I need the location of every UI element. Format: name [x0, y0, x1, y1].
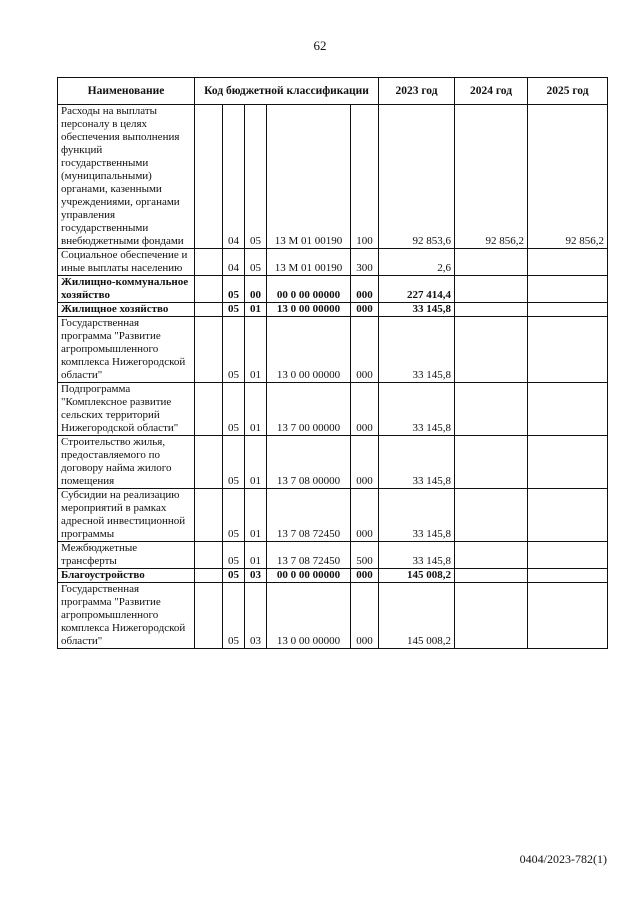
code-section	[195, 249, 223, 276]
document-code: 0404/2023-782(1)	[519, 852, 607, 866]
amount-2024	[455, 276, 528, 303]
code-chapter: 05	[223, 276, 245, 303]
amount-2025	[528, 583, 608, 649]
code-subsection: 01	[245, 317, 267, 383]
header-name: Наименование	[58, 78, 195, 105]
code-section	[195, 542, 223, 569]
code-subsection: 00	[245, 276, 267, 303]
code-chapter: 05	[223, 383, 245, 436]
amount-2023: 33 145,8	[379, 489, 455, 542]
amount-2024	[455, 489, 528, 542]
amount-2025	[528, 489, 608, 542]
code-subsection: 05	[245, 105, 267, 249]
amount-2025	[528, 317, 608, 383]
amount-2025	[528, 383, 608, 436]
code-subsection: 03	[245, 569, 267, 583]
code-expense-type: 300	[351, 249, 379, 276]
amount-2023: 33 145,8	[379, 317, 455, 383]
amount-2023: 33 145,8	[379, 542, 455, 569]
amount-2025	[528, 303, 608, 317]
row-name: Государственная программа "Развитие агропромышленного комплекса Нижегородской области"	[58, 583, 195, 649]
header-2024: 2024 год	[455, 78, 528, 105]
row-name: Социальное обеспечение и иные выплаты населению	[58, 249, 195, 276]
amount-2023: 33 145,8	[379, 436, 455, 489]
amount-2024	[455, 436, 528, 489]
code-target-article: 13 0 00 00000	[267, 583, 351, 649]
code-section	[195, 383, 223, 436]
table-header-row	[58, 78, 608, 105]
code-target-article: 13 М 01 00190	[267, 105, 351, 249]
code-subsection: 01	[245, 436, 267, 489]
table-row	[58, 303, 608, 317]
amount-2024	[455, 317, 528, 383]
code-target-article: 13 7 00 00000	[267, 383, 351, 436]
code-expense-type: 500	[351, 542, 379, 569]
header-2025: 2025 год	[528, 78, 608, 105]
code-expense-type: 000	[351, 383, 379, 436]
amount-2025: 92 856,2	[528, 105, 608, 249]
table-row	[58, 276, 608, 303]
row-name: Расходы на выплаты персоналу в целях обеспечения выполнения функций государственными (муниципальными) органами, казенными учреждениями, органами управления государственными внебюджетными фондами	[58, 105, 195, 249]
amount-2025	[528, 436, 608, 489]
code-subsection: 01	[245, 489, 267, 542]
amount-2024	[455, 303, 528, 317]
header-code: Код бюджетной классификации	[195, 78, 379, 105]
amount-2023: 2,6	[379, 249, 455, 276]
row-name: Строительство жилья, предоставляемого по договору найма жилого помещения	[58, 436, 195, 489]
code-chapter: 04	[223, 105, 245, 249]
table-row	[58, 489, 608, 542]
table-row	[58, 383, 608, 436]
code-expense-type: 000	[351, 276, 379, 303]
amount-2024: 92 856,2	[455, 105, 528, 249]
code-target-article: 13 0 00 00000	[267, 303, 351, 317]
row-name: Жилищно-коммунальное хозяйство	[58, 276, 195, 303]
row-name: Подпрограмма "Комплексное развитие сельских территорий Нижегородской области"	[58, 383, 195, 436]
code-subsection: 05	[245, 249, 267, 276]
amount-2023: 33 145,8	[379, 383, 455, 436]
page-number: 62	[313, 38, 327, 53]
code-target-article: 13 0 00 00000	[267, 317, 351, 383]
code-target-article: 13 7 08 00000	[267, 436, 351, 489]
code-expense-type: 000	[351, 489, 379, 542]
amount-2023: 227 414,4	[379, 276, 455, 303]
code-section	[195, 303, 223, 317]
table-row	[58, 105, 608, 249]
row-name: Субсидии на реализацию мероприятий в рамках адресной инвестиционной программы	[58, 489, 195, 542]
code-expense-type: 000	[351, 303, 379, 317]
amount-2023: 145 008,2	[379, 569, 455, 583]
row-name: Межбюджетные трансферты	[58, 542, 195, 569]
code-subsection: 03	[245, 583, 267, 649]
table-row	[58, 436, 608, 489]
amount-2023: 33 145,8	[379, 303, 455, 317]
amount-2024	[455, 249, 528, 276]
amount-2025	[528, 276, 608, 303]
amount-2024	[455, 542, 528, 569]
table-row	[58, 583, 608, 649]
amount-2025	[528, 249, 608, 276]
row-name: Государственная программа "Развитие агропромышленного комплекса Нижегородской области"	[58, 317, 195, 383]
amount-2023: 145 008,2	[379, 583, 455, 649]
code-chapter: 04	[223, 249, 245, 276]
code-chapter: 05	[223, 436, 245, 489]
code-target-article: 00 0 00 00000	[267, 569, 351, 583]
code-section	[195, 569, 223, 583]
amount-2025	[528, 569, 608, 583]
table-row	[58, 542, 608, 569]
code-expense-type: 000	[351, 436, 379, 489]
table-body	[58, 105, 608, 649]
code-expense-type: 000	[351, 569, 379, 583]
code-section	[195, 317, 223, 383]
code-target-article: 00 0 00 00000	[267, 276, 351, 303]
code-subsection: 01	[245, 383, 267, 436]
code-chapter: 05	[223, 489, 245, 542]
amount-2025	[528, 542, 608, 569]
code-section	[195, 583, 223, 649]
code-chapter: 05	[223, 317, 245, 383]
code-target-article: 13 М 01 00190	[267, 249, 351, 276]
code-section	[195, 276, 223, 303]
table-row	[58, 569, 608, 583]
code-target-article: 13 7 08 72450	[267, 542, 351, 569]
budget-table	[57, 77, 608, 649]
table-row	[58, 317, 608, 383]
amount-2024	[455, 583, 528, 649]
table-row	[58, 249, 608, 276]
row-name: Жилищное хозяйство	[58, 303, 195, 317]
code-chapter: 05	[223, 569, 245, 583]
code-expense-type: 100	[351, 105, 379, 249]
amount-2024	[455, 569, 528, 583]
code-section	[195, 436, 223, 489]
code-expense-type: 000	[351, 583, 379, 649]
code-chapter: 05	[223, 303, 245, 317]
code-expense-type: 000	[351, 317, 379, 383]
code-subsection: 01	[245, 303, 267, 317]
code-section	[195, 489, 223, 542]
code-section	[195, 105, 223, 249]
code-subsection: 01	[245, 542, 267, 569]
header-2023: 2023 год	[379, 78, 455, 105]
code-target-article: 13 7 08 72450	[267, 489, 351, 542]
code-chapter: 05	[223, 542, 245, 569]
amount-2023: 92 853,6	[379, 105, 455, 249]
row-name: Благоустройство	[58, 569, 195, 583]
code-chapter: 05	[223, 583, 245, 649]
amount-2024	[455, 383, 528, 436]
